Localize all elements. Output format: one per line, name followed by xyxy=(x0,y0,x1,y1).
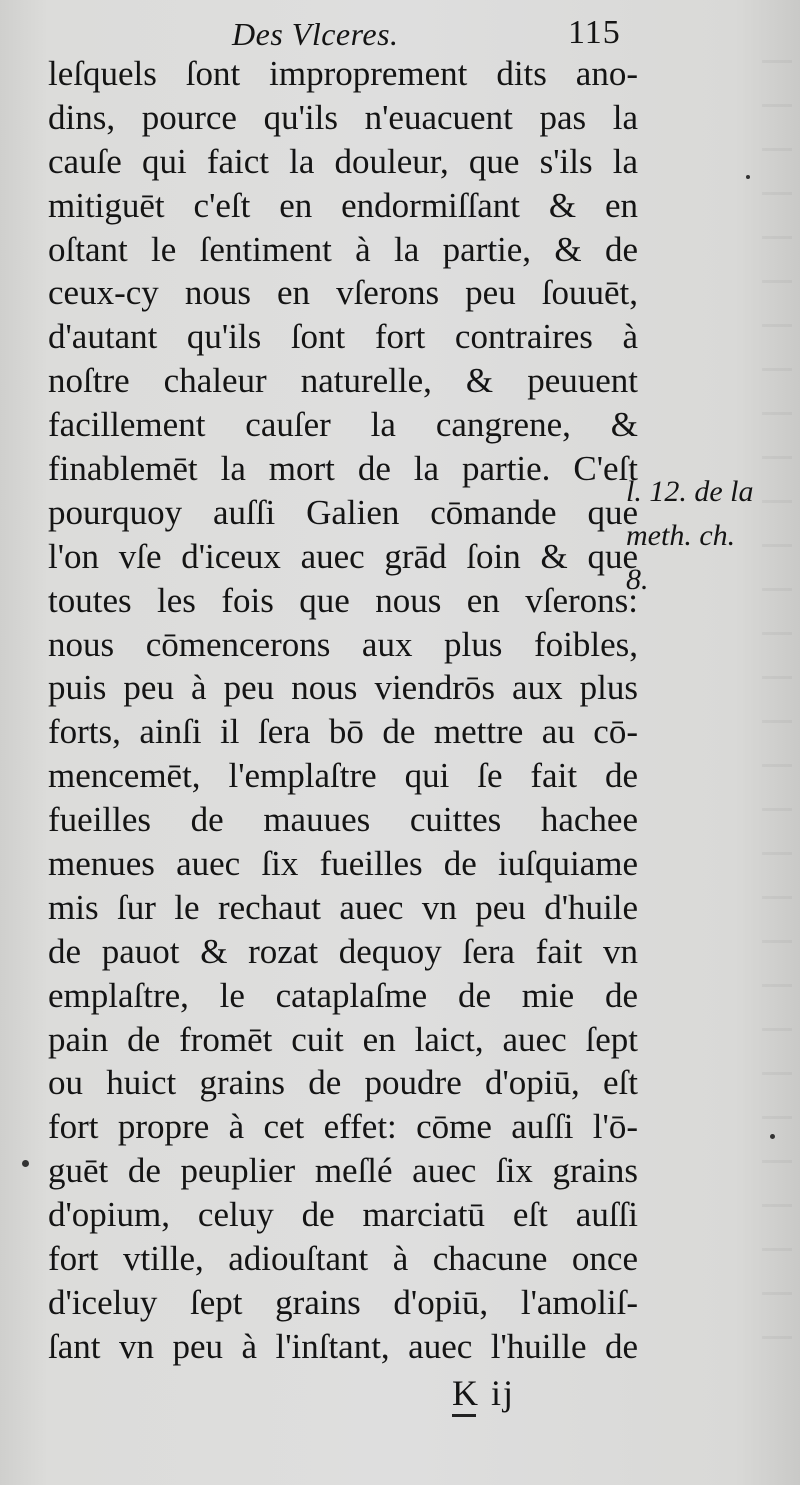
margin-note-line: l. 12. de la xyxy=(626,475,754,508)
text-line: forts, ainſi il ſera bō de mettre au cō- xyxy=(48,712,638,752)
text-line: ſant vn peu à l'inſtant, auec l'huille de xyxy=(48,1326,638,1366)
body-text xyxy=(48,52,638,1369)
text-line: ou huict grains de poudre d'opiū, eſt xyxy=(48,1063,638,1103)
text-line: guēt de peuplier meſlé auec ſix grains xyxy=(48,1151,638,1191)
text-line: d'opium, celuy de marciatū eſt auſſi xyxy=(48,1195,638,1235)
text-line: dins, pource qu'ils n'euacuent pas la xyxy=(48,97,638,137)
ink-speck xyxy=(22,1160,29,1167)
text-line: mencemēt, l'emplaſtre qui ſe fait de xyxy=(48,756,638,796)
margin-note-line: meth. ch. xyxy=(626,519,736,552)
text-line: menues auec ſix fueilles de iuſquiame xyxy=(48,844,638,884)
text-line: finablemēt la mort de la partie. C'eſt xyxy=(48,449,638,489)
text-line: pain de fromēt cuit en laict, auec ſept xyxy=(48,1019,638,1059)
signature-underline xyxy=(452,1414,476,1417)
text-line: fort propre à cet effet: cōme auſſi l'ō- xyxy=(48,1107,638,1147)
text-line: puis peu à peu nous viendrōs aux plus xyxy=(48,668,638,708)
ink-speck xyxy=(746,175,750,179)
text-line: oſtant le ſentiment à la partie, & de xyxy=(48,229,638,269)
text-line: facillement cauſer la cangrene, & xyxy=(48,405,638,445)
text-line: leſquels ſont improprement dits ano- xyxy=(48,54,638,93)
margin-note-line: 8. xyxy=(626,563,649,596)
signature-mark: K ij xyxy=(452,1373,516,1413)
page-number: 115 xyxy=(568,14,621,51)
running-head-title: Des Vlceres. xyxy=(232,16,399,52)
text-line: d'iceluy ſept grains d'opiū, l'amoliſ- xyxy=(48,1282,638,1322)
margin-note xyxy=(626,470,798,602)
text-line: d'autant qu'ils ſont fort contraires à xyxy=(48,317,638,357)
text-line: pourquoy auſſi Galien cōmande que xyxy=(48,492,638,532)
text-line: mis ſur le rechaut auec vn peu d'huile xyxy=(48,887,638,927)
text-line: l'on vſe d'iceux auec grād ſoin & que xyxy=(48,536,638,576)
ink-speck xyxy=(770,1134,775,1139)
text-line: toutes les fois que nous en vſerons: xyxy=(48,580,638,620)
text-line: fort vtille, adiouſtant à chacune once xyxy=(48,1239,638,1279)
show-through-bleed xyxy=(762,60,792,1360)
text-line: ceux-cy nous en vſerons peu ſouuēt, xyxy=(48,273,638,313)
text-line: noſtre chaleur naturelle, & peuuent xyxy=(48,361,638,401)
text-line: nous cōmencerons aux plus foibles, xyxy=(48,624,638,664)
text-line: mitiguēt c'eſt en endormiſſant & en xyxy=(48,185,638,225)
text-line: emplaſtre, le cataplaſme de mie de xyxy=(48,975,638,1015)
text-line: de pauot & rozat dequoy ſera fait vn xyxy=(48,931,638,971)
text-line: cauſe qui faict la douleur, que s'ils la xyxy=(48,141,638,181)
text-line: fueilles de mauues cuittes hachee xyxy=(48,800,638,840)
